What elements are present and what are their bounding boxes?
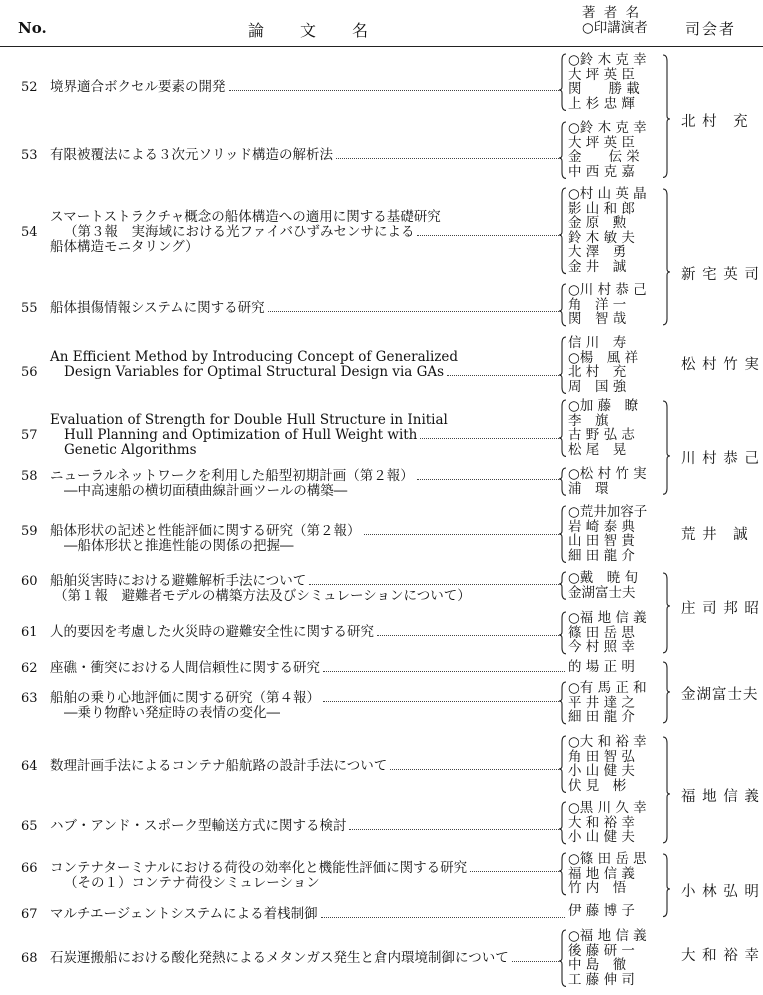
paper-title-line: スマートストラクチャ概念の船体構造への適用に関する基礎研究	[50, 209, 441, 225]
paper-title-line: Hull Planning and Optimization of Hull Weight with	[64, 427, 418, 443]
author-brace	[559, 284, 566, 326]
author-name: ○篠 田 岳 思	[568, 851, 647, 867]
author-name: ○加 藤 瞭	[568, 398, 639, 414]
author-brace	[559, 337, 566, 393]
author-name: ○福 地 信 義	[568, 928, 647, 944]
leader-dots	[309, 584, 561, 585]
leader-dots	[417, 479, 561, 480]
author-list	[568, 611, 656, 655]
paper-title-line: ハブ・アンド・スポーク型輸送方式に関する検討	[50, 818, 347, 834]
header-authors-line1: 著 者 名	[582, 5, 642, 21]
paper-title-line: コンテナターミナルにおける荷役の効率化と機能性評価に関する研究	[50, 860, 468, 876]
author-list	[568, 660, 656, 675]
header-no: No.	[18, 19, 47, 37]
author-name: ○戴 暁 旬	[568, 570, 639, 586]
leader-dots	[268, 311, 561, 312]
paper-number: 67	[21, 907, 38, 922]
author-list	[568, 852, 656, 896]
author-name: 周 国 強	[568, 378, 627, 395]
header-title: 論文名	[248, 21, 405, 40]
leader-dots	[323, 701, 561, 702]
author-name: ○荒井加容子	[568, 504, 648, 520]
leader-dots	[229, 90, 562, 91]
chair-brace	[663, 662, 670, 723]
author-name: 小 山 健 夫	[568, 763, 635, 780]
chair-brace	[663, 737, 670, 843]
author-list	[568, 121, 656, 179]
session-chair: 新 宅 英 司	[681, 267, 760, 283]
author-name: 工 藤 伸 司	[568, 971, 635, 988]
author-name: 中 島 徹	[568, 957, 627, 974]
author-name: ○黒 川 久 幸	[568, 800, 647, 816]
table-header	[0, 6, 763, 47]
paper-title-line: Design Variables for Optimal Structural Design via GAs	[64, 364, 445, 380]
paper-number: 57	[21, 428, 38, 443]
author-name: ○鈴 木 克 幸	[568, 120, 647, 136]
chair-brace	[663, 401, 670, 494]
paper-title-line: 有限被覆法による３次元ソリッド構造の解析法	[50, 147, 333, 163]
author-brace	[559, 468, 566, 495]
paper-number: 60	[21, 574, 38, 589]
header-authors-line2: ○印講演者	[582, 20, 648, 36]
header-chair: 司会者	[685, 20, 737, 38]
paper-title-line: ―中高速船の横切面積曲線計画ツールの構築―	[64, 483, 348, 499]
author-name: 大 和 裕 幸	[568, 814, 635, 831]
paper-number: 59	[21, 524, 38, 539]
session-chair: 荒 井 誠	[681, 527, 749, 543]
author-name: 平 井 達 之	[568, 694, 635, 711]
author-name: 大 澤 勇	[568, 244, 627, 261]
author-name: 角 田 智 弘	[568, 748, 635, 765]
chair-brace	[663, 55, 670, 177]
paper-number: 63	[21, 691, 38, 706]
session-chair: 庄 司 邦 昭	[681, 601, 760, 617]
paper-title-line: （その１）コンテナ荷役シミュレーション	[64, 875, 320, 891]
author-name: 金 伝 栄	[568, 149, 640, 166]
chair-brace	[663, 854, 670, 917]
leader-dots	[447, 375, 561, 376]
author-name: 関 勝 載	[568, 81, 640, 98]
author-list	[568, 681, 656, 725]
author-list	[568, 467, 656, 496]
author-name: 金 井 誠	[568, 258, 627, 275]
paper-title-line: 船体損傷情報システムに関する研究	[50, 300, 265, 316]
session-chair: 大 和 裕 幸	[681, 948, 760, 964]
author-name: ○有 馬 正 和	[568, 680, 647, 696]
author-name: ○楊 風 祥	[568, 349, 639, 366]
author-brace	[559, 612, 566, 654]
author-list	[568, 505, 656, 563]
author-brace	[559, 54, 566, 110]
author-name: ○村 山 英 晶	[568, 186, 647, 202]
paper-number: 55	[21, 301, 38, 316]
author-name: 上 杉 忠 輝	[568, 95, 635, 112]
paper-title-line: 座礁・衝突における人間信頼性に関する研究	[50, 660, 320, 676]
author-name: ○鈴 木 克 幸	[568, 52, 647, 68]
author-name: 松 尾 晃	[568, 441, 627, 458]
session-chair: 金湖富士夫	[681, 687, 759, 703]
author-brace	[559, 930, 566, 986]
paper-title-line: 境界適合ボクセル要素の開発	[50, 79, 226, 95]
paper-title-line: 人的要因を考慮した火災時の避難安全性に関する研究	[50, 624, 374, 640]
author-name: 金 原 勲	[568, 215, 627, 232]
author-name: 細 田 龍 介	[568, 547, 635, 564]
leader-dots	[323, 671, 565, 672]
author-brace	[559, 400, 566, 456]
leader-dots	[364, 534, 562, 535]
author-name: 小 山 健 夫	[568, 829, 635, 846]
paper-title-line: 船体形状の記述と性能評価に関する研究（第２報）	[50, 523, 361, 539]
author-name: 的 場 正 明	[568, 659, 635, 675]
paper-title-line: 数理計画手法によるコンテナ船航路の設計手法について	[50, 758, 388, 774]
paper-number: 52	[21, 80, 38, 95]
paper-title-line: 石炭運搬船における酸化発熱によるメタンガス発生と倉内環境制御について	[50, 950, 509, 966]
leader-dots	[377, 635, 561, 636]
author-name: 関 智 哉	[568, 311, 627, 328]
leader-dots	[321, 917, 565, 918]
paper-number: 58	[21, 469, 38, 484]
author-name: 李 旗	[568, 412, 609, 429]
session-chair: 小 林 弘 明	[681, 884, 760, 900]
paper-title-line: 船舶の乗り心地評価に関する研究（第４報）	[50, 690, 320, 706]
paper-title-line: 船舶災害時における避難解析手法について	[50, 573, 307, 589]
author-name: 今 村 照 幸	[568, 639, 635, 656]
chair-brace	[663, 573, 670, 653]
author-name: ○川 村 恭 己	[568, 282, 647, 298]
author-name: ○福 地 信 義	[568, 610, 647, 626]
author-name: 伊 藤 博 子	[568, 903, 635, 919]
author-list	[568, 283, 656, 327]
author-name: 古 野 弘 志	[568, 427, 635, 444]
author-list	[568, 53, 656, 111]
author-brace	[559, 572, 566, 599]
author-name: 角 洋 一	[568, 296, 627, 313]
leader-dots	[336, 158, 561, 159]
paper-title-line: An Efficient Method by Introducing Concept of Generalized	[50, 349, 459, 365]
author-name: ○大 和 裕 幸	[568, 734, 647, 750]
paper-title-line: Evaluation of Strength for Double Hull Structure in Initial	[50, 412, 448, 428]
author-name: 竹 内 悟	[568, 880, 627, 897]
paper-title-line: ―船体形状と推進性能の関係の把握―	[64, 538, 294, 554]
author-name: 後 藤 研 一	[568, 942, 635, 959]
author-name: 中 西 克 嘉	[568, 163, 635, 180]
author-name: 影 山 和 郎	[568, 200, 635, 217]
leader-dots	[470, 871, 561, 872]
leader-dots	[420, 438, 561, 439]
author-name: 篠 田 岳 思	[568, 624, 635, 641]
paper-number: 61	[21, 625, 38, 640]
author-list	[568, 929, 656, 987]
paper-number: 62	[21, 661, 38, 676]
author-name: 福 地 信 義	[568, 865, 635, 882]
leader-dots	[512, 961, 561, 962]
author-name: 鈴 木 敏 夫	[568, 229, 635, 246]
author-list	[568, 571, 656, 600]
author-name: ○松 村 竹 実	[568, 466, 647, 482]
paper-number: 68	[21, 951, 38, 966]
author-name: 浦 環	[568, 480, 609, 497]
paper-title-line: （第１報 避難者モデルの構築方法及びシミュレーションについて）	[54, 588, 471, 604]
leader-dots	[390, 769, 561, 770]
author-brace	[559, 736, 566, 792]
paper-number: 66	[21, 861, 38, 876]
chair-brace	[663, 189, 670, 325]
author-name: 山 田 智 貴	[568, 533, 635, 550]
author-brace	[559, 188, 566, 274]
paper-number: 56	[21, 365, 38, 380]
paper-number: 54	[21, 225, 38, 240]
paper-title-line: Genetic Algorithms	[64, 442, 197, 458]
author-list	[568, 336, 656, 394]
paper-number: 64	[21, 759, 38, 774]
paper-number: 65	[21, 819, 38, 834]
paper-title-line: （第３報 実海域における光ファイバひずみセンサによる	[64, 224, 415, 240]
author-list	[568, 187, 656, 275]
author-name: 信 川 寿	[568, 335, 627, 351]
header-authors	[582, 6, 648, 36]
leader-dots	[349, 829, 561, 830]
author-name: 伏 見 彬	[568, 777, 627, 794]
session-chair: 福 地 信 義	[681, 789, 760, 805]
paper-title-line: マルチエージェントシステムによる着桟制御	[50, 906, 318, 922]
paper-title-line: ニューラルネットワークを利用した船型初期計画（第２報）	[50, 468, 414, 484]
author-name: 金湖富士夫	[568, 584, 636, 601]
author-list	[568, 399, 656, 457]
author-brace	[559, 122, 566, 178]
author-brace	[559, 682, 566, 724]
author-brace	[559, 853, 566, 895]
author-name: 岩 崎 泰 典	[568, 518, 635, 535]
leader-dots	[417, 235, 561, 236]
session-chair: 松 村 竹 実	[681, 357, 760, 373]
author-name: 北 村 充	[568, 364, 627, 381]
author-list	[568, 735, 656, 793]
author-brace	[559, 802, 566, 844]
paper-number: 53	[21, 148, 38, 163]
author-name: 大 坪 英 臣	[568, 134, 635, 151]
paper-title-line: 船体構造モニタリング）	[50, 239, 199, 255]
author-list	[568, 904, 656, 919]
author-list	[568, 801, 656, 845]
session-chair: 北 村 充	[681, 114, 749, 130]
author-name: 細 田 龍 介	[568, 709, 635, 726]
author-name: 大 坪 英 臣	[568, 66, 635, 83]
paper-title-line: ―乗り物酔い発症時の表情の変化―	[64, 705, 280, 721]
session-chair: 川 村 恭 己	[681, 451, 760, 467]
